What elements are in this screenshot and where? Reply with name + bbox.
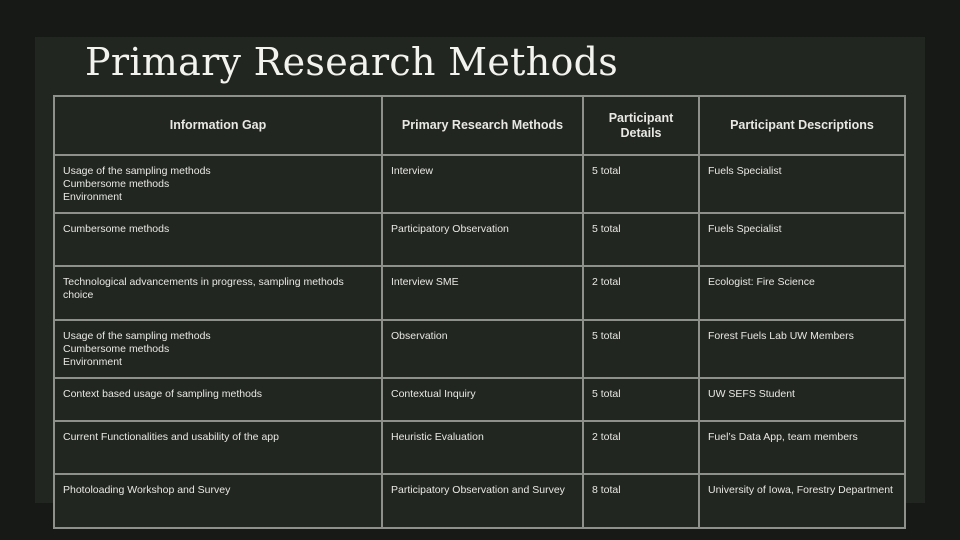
cell-information-gap (54, 421, 382, 474)
cell-details: 5 total (583, 155, 699, 213)
gap-line: Cumbersome methods (63, 343, 170, 355)
gap-line: Technological advancements in progress, sampling methods choice (63, 276, 344, 301)
cell-details: 5 total (583, 378, 699, 421)
cell-method: Participatory Observation and Survey (382, 474, 583, 528)
gap-line: Cumbersome methods (63, 178, 170, 190)
table-row (54, 320, 905, 378)
table-row (54, 213, 905, 266)
research-methods-table (53, 95, 906, 529)
cell-details: 5 total (583, 213, 699, 266)
table-header-row (54, 96, 905, 155)
gap-line: Usage of the sampling methods (63, 165, 211, 177)
cell-description: University of Iowa, Forestry Department (699, 474, 905, 528)
table-row (54, 378, 905, 421)
cell-method: Contextual Inquiry (382, 378, 583, 421)
gap-line: Cumbersome methods (63, 223, 170, 235)
cell-description: Fuel’s Data App, team members (699, 421, 905, 474)
gap-line: Current Functionalities and usability of the app (63, 431, 279, 443)
cell-information-gap (54, 320, 382, 378)
cell-method: Interview SME (382, 266, 583, 320)
header-participant-details: Participant Details (583, 96, 699, 155)
cell-method: Interview (382, 155, 583, 213)
cell-description: Forest Fuels Lab UW Members (699, 320, 905, 378)
page-title: Primary Research Methods (85, 40, 619, 84)
header-participant-descriptions: Participant Descriptions (699, 96, 905, 155)
table-row (54, 266, 905, 320)
cell-description: UW SEFS Student (699, 378, 905, 421)
cell-information-gap (54, 378, 382, 421)
gap-line: Photoloading Workshop and Survey (63, 484, 231, 496)
gap-line: Environment (63, 191, 122, 203)
header-primary-research-methods: Primary Research Methods (382, 96, 583, 155)
cell-method: Observation (382, 320, 583, 378)
cell-method: Heuristic Evaluation (382, 421, 583, 474)
gap-line: Context based usage of sampling methods (63, 388, 263, 400)
cell-information-gap (54, 155, 382, 213)
cell-details: 2 total (583, 421, 699, 474)
cell-details: 8 total (583, 474, 699, 528)
cell-description: Fuels Specialist (699, 213, 905, 266)
cell-information-gap (54, 474, 382, 528)
cell-description: Fuels Specialist (699, 155, 905, 213)
cell-details: 5 total (583, 320, 699, 378)
cell-information-gap (54, 213, 382, 266)
cell-information-gap (54, 266, 382, 320)
gap-line: Environment (63, 356, 122, 368)
header-information-gap: Information Gap (54, 96, 382, 155)
cell-details: 2 total (583, 266, 699, 320)
cell-description: Ecologist: Fire Science (699, 266, 905, 320)
table-row (54, 421, 905, 474)
gap-line: Usage of the sampling methods (63, 330, 211, 342)
cell-method: Participatory Observation (382, 213, 583, 266)
table-row (54, 155, 905, 213)
table-row (54, 474, 905, 528)
